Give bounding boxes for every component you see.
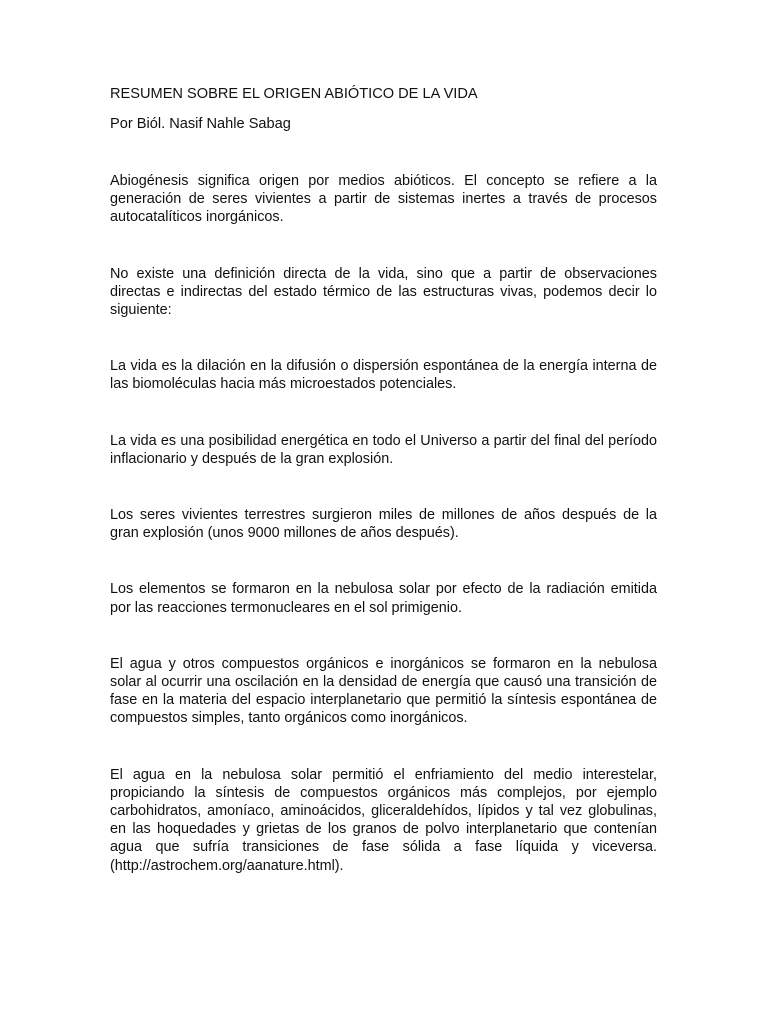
paragraph-life-energetic-possibility: La vida es una posibilidad energética en todo el Universo a partir del final del período inflacionario y después de la gran explosión. [110, 432, 657, 467]
paragraph-elements-formation: Los elementos se formaron en la nebulosa solar por efecto de la radiación emitida por las reacciones termonucleares en el sol primigenio. [110, 581, 657, 616]
paragraph-water-nebula: El agua en la nebulosa solar permitió el enfriamiento del medio interestelar, propiciando la síntesis de compuestos orgánicos más complejos, por ejemplo carbohidratos, amoníaco, aminoácidos, gliceraldehídos, lípidos y tal vez globulinas, en las hoquedades y grietas de los granos de polvo interplanetario que contenían agua que sufría transiciones de fase sólida a fase líquida y viceversa. (http://astrochem.org/aanature.html). [110, 766, 657, 874]
paragraph-terrestrial-beings: Los seres vivientes terrestres surgieron miles de millones de años después de la gran explosión (unos 9000 millones de años después). [110, 507, 657, 542]
paragraph-water-compounds: El agua y otros compuestos orgánicos e inorgánicos se formaron en la nebulosa solar al ocurrir una oscilación en la densidad de energía que causó una transición de fase en la materia del espacio interplanetario que permitió la síntesis espontánea de compuestos simples, tanto orgánicos como inorgánicos. [110, 655, 657, 727]
paragraph-abiogenesis-definition: Abiogénesis significa origen por medios abióticos. El concepto se refiere a la generación de seres vivientes a partir de sistemas inertes a través de procesos autocatalíticos inorgánicos. [110, 173, 657, 226]
paragraph-life-energy-dispersion: La vida es la dilación en la difusión o dispersión espontánea de la energía interna de las biomoléculas hacia más microestados potenciales. [110, 358, 657, 393]
document-title: RESUMEN SOBRE EL ORIGEN ABIÓTICO DE LA VIDA [110, 86, 478, 102]
paragraph-life-definition-intro: No existe una definición directa de la vida, sino que a partir de observaciones directas e indirectas del estado térmico de las estructuras vivas, podemos decir lo siguiente: [110, 265, 657, 319]
document-author: Por Biól. Nasif Nahle Sabag [110, 116, 291, 132]
document-body [110, 84, 657, 875]
